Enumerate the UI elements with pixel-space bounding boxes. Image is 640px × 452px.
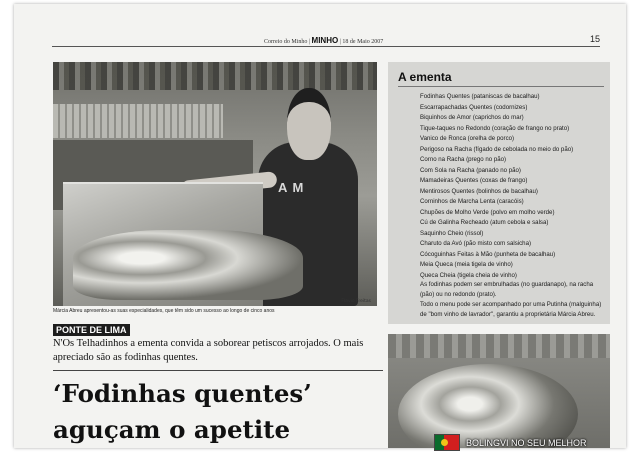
lead-rule <box>53 370 383 371</box>
menu-item: Com Sola na Racha (panado no pão) <box>420 166 521 174</box>
portugal-flag-icon <box>434 434 460 451</box>
menu-item: Fodinhas Quentes (pataniscas de bacalhau) <box>420 93 540 100</box>
menu-note-wine: Todo o menu pode ser acompanhado por uma Putinha (malguinha) de "bom vinho de lavrador", garantiu a proprietária Márcia Abreu. <box>420 301 602 318</box>
menu-item: Cú de Galinha Recheado (atum cebola e salsa) <box>420 219 549 226</box>
menu-item: Perigoso na Racha (fígado de cebolada no meio do pão) <box>420 145 574 153</box>
masthead: Correio do Minho | MINHO | 18 de Maio 2007 <box>264 36 384 45</box>
page-number: 15 <box>590 34 601 44</box>
photo-woman-head <box>287 88 331 160</box>
header-rule <box>52 46 600 47</box>
menu-item: Meia Queca (meia tigela de vinho) <box>420 261 513 268</box>
issue-date: 18 de Maio 2007 <box>342 39 384 45</box>
menu-item: Escarrapachadas Quentes (codornizes) <box>420 103 528 111</box>
menu-item: Tique-taques no Redondo (coração de frango no prato) <box>420 124 570 132</box>
publication-name: Correio do Minho <box>264 39 308 45</box>
newspaper-page <box>14 4 626 448</box>
menu-item: Mamadeiras Quentes (coxas de frango) <box>420 177 528 184</box>
photo-wall-tiles <box>53 104 223 138</box>
menu-item: Corno na Racha (prego no pão) <box>420 156 507 163</box>
menu-item: Charuto da Avó (pão misto com salsicha) <box>420 240 531 247</box>
menu-item: Biquinhos de Amor (caprichos do mar) <box>420 114 524 121</box>
photo-credit: Flavio Freitas <box>341 299 371 304</box>
menu-note-wrapping: As fodinhas podem ser embrulhadas (no guardanapo), na racha (pão) ou no redondo (prato). <box>420 281 594 298</box>
headline-line-1: ‘Fodinhas quentes’ <box>53 379 312 408</box>
menu-item: Vanico de Ronca (orelha de porco) <box>420 135 515 142</box>
menu-title: A ementa <box>398 70 452 84</box>
shirt-logo: A M <box>278 180 305 195</box>
page-header <box>14 32 626 46</box>
menu-item: Queca Cheia (tigela cheia de vinho) <box>420 271 517 279</box>
article-kicker: PONTE DE LIMA <box>53 324 130 336</box>
headline-line-2: aguçam o apetite <box>53 415 291 444</box>
photo-caption: Márcia Abreu apresentou-as suas especialidades, que têm sido um sucesso ao longo de cinco anos <box>53 308 275 314</box>
photo-food-platter <box>73 230 303 300</box>
article-headline <box>53 376 393 448</box>
menu-item: Cócoguinhas Feitas à Mão (punheta de bacalhau) <box>420 250 556 258</box>
menu-title-rule <box>398 86 604 87</box>
watermark <box>434 434 587 451</box>
main-photo <box>53 62 377 306</box>
menu-item: Chupões de Molho Verde (polvo em molho verde) <box>420 208 555 216</box>
section-name: MINHO <box>311 36 339 45</box>
menu-item: Mentirosos Quentes (bolinhos de bacalhau) <box>420 187 538 195</box>
menu-item: Corninhos de Marcha Lenta (caracóis) <box>420 198 524 205</box>
article-lead: N'Os Telhadinhos a ementa convida a soborear petiscos arrojados. O mais apreciado são as fodinhas quentes. <box>53 338 364 363</box>
photo-tablecloth-pattern <box>388 334 610 358</box>
menu-item: Saquinho Cheio (rissol) <box>420 229 484 237</box>
secondary-food-photo <box>388 334 610 448</box>
menu-list <box>420 92 608 281</box>
photo-garland-decoration <box>53 62 377 90</box>
menu-box <box>388 62 610 324</box>
watermark-text: BOLINGVI NO SEU MELHOR <box>466 437 587 448</box>
